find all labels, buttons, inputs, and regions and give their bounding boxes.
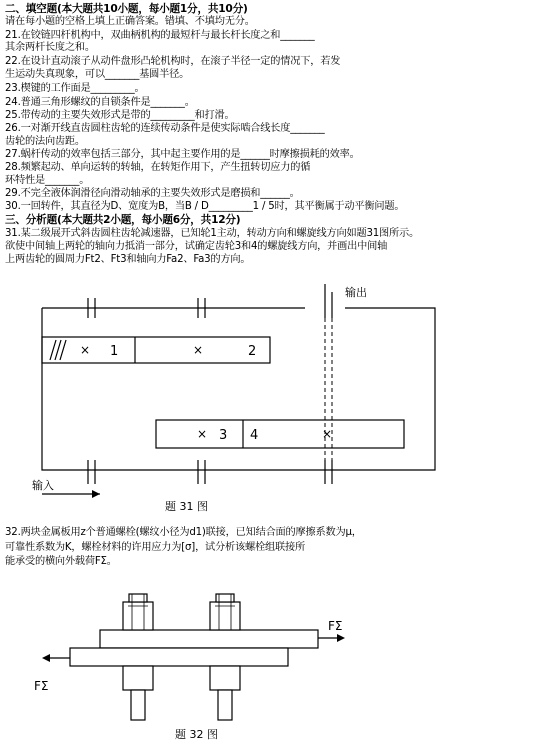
figure31-diagram <box>0 280 537 520</box>
q31-line3: 上两齿轮的圆周力Ft2、Ft3和轴向力Fa2、Fa3的方向。 <box>5 254 251 265</box>
q26-line2: 齿轮的法向齿距。 <box>5 136 85 147</box>
q25: 25.带传动的主要失效形式是带的_________和打滑。 <box>5 110 235 121</box>
q23: 23.楔键的工作面是_________。 <box>5 83 145 94</box>
section2-instruction: 请在每小题的空格上填上正确答案。错填、不填均无分。 <box>5 16 255 27</box>
gear2-label: 2 <box>248 344 257 359</box>
q31-line2: 欲使中间轴上两轮的轴向力抵消一部分，试确定齿轮3和4的螺旋线方向，并画出中间轴 <box>5 241 388 252</box>
q30: 30.一回转件，其直径为D、宽度为B，当B / D_________1 / 5时，其平衡属于动平衡问题。 <box>5 201 405 212</box>
gear3-label: 3 <box>219 428 228 443</box>
input-label: 输入 <box>32 479 54 492</box>
output-label: 输出 <box>345 286 367 299</box>
gear4-mark: × <box>322 427 333 441</box>
q29: 29.不完全液体润滑径向滑动轴承的主要失效形式是磨损和______。 <box>5 188 300 199</box>
q32-line3: 能承受的横向外载荷FΣ。 <box>5 556 117 567</box>
figure32-caption: 题 32 图 <box>175 728 218 741</box>
gear4-label: 4 <box>250 428 259 443</box>
q26-line1: 26.一对渐开线直齿圆柱齿轮的连续传动条件是使实际啮合线长度_______ <box>5 123 325 134</box>
figure31-caption: 题 31 图 <box>165 500 208 513</box>
q24: 24.普通三角形螺纹的自锁条件是_______。 <box>5 97 195 108</box>
force-left-arrow-icon <box>42 654 50 662</box>
q28-line2: 环特性是_______。 <box>5 175 90 186</box>
q28-line1: 28.频繁起动、单向运转的转轴，在转矩作用下，产生扭转切应力的循 <box>5 162 311 173</box>
q21-line1: 21.在铰链四杆机构中，双曲柄机构的最短杆与最长杆长度之和_______ <box>5 30 315 41</box>
q22-line1: 22.在设计直动滚子从动件盘形凸轮机构时，在滚子半径一定的情况下，若发 <box>5 56 341 67</box>
input-arrow-icon <box>92 490 100 498</box>
q32-line2: 可靠性系数为K，螺栓材料的许用应力为[σ]，试分析该螺栓组联接所 <box>5 542 305 553</box>
q32-line1: 32.两块金属板用z个普通螺栓(螺纹小径为d1)联接，已知结合面的摩擦系数为μ， <box>5 527 362 538</box>
q31-line1: 31.某二级展开式斜齿圆柱齿轮减速器，已知轮1主动，转动方向和螺旋线方向如题31图所示。 <box>5 228 419 239</box>
q27: 27.蜗杆传动的效率包括三部分，其中起主要作用的是______时摩擦损耗的效率。 <box>5 149 360 160</box>
force-right-arrow-icon <box>337 634 345 642</box>
gear2-mark: × <box>193 343 204 357</box>
gear1-mark: × <box>80 343 91 357</box>
figure32-diagram <box>0 580 537 744</box>
gear1-label: 1 <box>110 344 119 359</box>
force-left-label: FΣ <box>34 679 49 693</box>
section3-heading: 三、分析题(本大题共2小题，每小题6分，共12分) <box>5 214 241 226</box>
q22-line2: 生运动失真现象，可以_______基圆半径。 <box>5 69 190 80</box>
q21-line2: 其余两杆长度之和。 <box>5 42 95 53</box>
force-right-label: FΣ <box>328 619 343 633</box>
gear3-mark: × <box>197 427 208 441</box>
section2-heading: 二、填空题(本大题共10小题，每小题1分，共10分) <box>5 3 248 15</box>
